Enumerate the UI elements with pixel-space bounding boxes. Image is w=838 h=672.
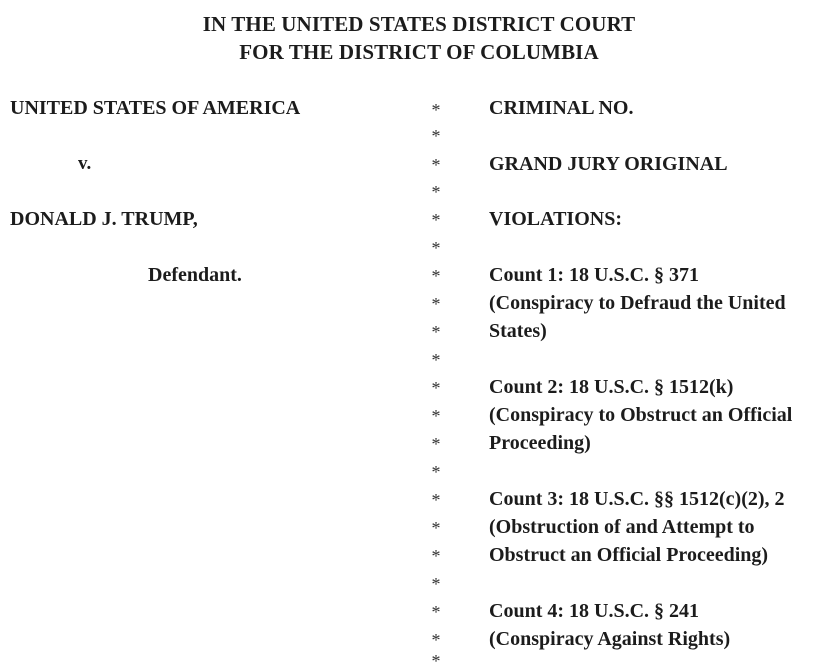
court-name: IN THE UNITED STATES DISTRICT COURT: [202, 12, 636, 36]
count-2-citation: Count 2: 18 U.S.C. § 1512(k): [489, 376, 734, 398]
separator-star: *: [431, 378, 441, 398]
separator-star: *: [431, 100, 441, 120]
count-2-description: Proceeding): [489, 432, 591, 454]
count-4-description: (Conspiracy Against Rights): [489, 628, 731, 650]
separator-star: *: [431, 266, 441, 286]
separator-star: *: [431, 238, 441, 258]
separator-star: *: [431, 462, 441, 482]
separator-star: *: [431, 518, 441, 538]
separator-star: *: [431, 126, 441, 146]
grand-jury-label: GRAND JURY ORIGINAL: [489, 153, 728, 175]
separator-star: *: [431, 210, 441, 230]
separator-star: *: [431, 294, 441, 314]
violations-label: VIOLATIONS:: [489, 208, 622, 230]
separator-star: *: [431, 490, 441, 510]
separator-star: *: [431, 546, 441, 566]
count-2-description: (Conspiracy to Obstruct an Official: [489, 404, 793, 426]
court-district: FOR THE DISTRICT OF COLUMBIA: [239, 40, 599, 64]
separator-star: *: [431, 182, 441, 202]
separator-star: *: [431, 651, 441, 671]
count-3-description: Obstruct an Official Proceeding): [489, 544, 769, 566]
defendant-name: DONALD J. TRUMP,: [10, 208, 198, 230]
defendant-role: Defendant.: [148, 264, 242, 286]
count-3-description: (Obstruction of and Attempt to: [489, 516, 755, 538]
separator-star: *: [431, 602, 441, 622]
separator-star: *: [431, 434, 441, 454]
count-1-description: (Conspiracy to Defraud the United: [489, 292, 786, 314]
separator-star: *: [431, 406, 441, 426]
separator-star: *: [431, 322, 441, 342]
count-1-description: States): [489, 320, 547, 342]
criminal-number-label: CRIMINAL NO.: [489, 97, 634, 119]
count-1-citation: Count 1: 18 U.S.C. § 371: [489, 264, 700, 286]
separator-star: *: [431, 630, 441, 650]
separator-star: *: [431, 155, 441, 175]
count-3-citation: Count 3: 18 U.S.C. §§ 1512(c)(2), 2: [489, 488, 785, 510]
separator-star: *: [431, 574, 441, 594]
versus-label: v.: [78, 153, 92, 174]
separator-star: *: [431, 350, 441, 370]
plaintiff-name: UNITED STATES OF AMERICA: [10, 97, 301, 119]
count-4-citation: Count 4: 18 U.S.C. § 241: [489, 600, 700, 622]
